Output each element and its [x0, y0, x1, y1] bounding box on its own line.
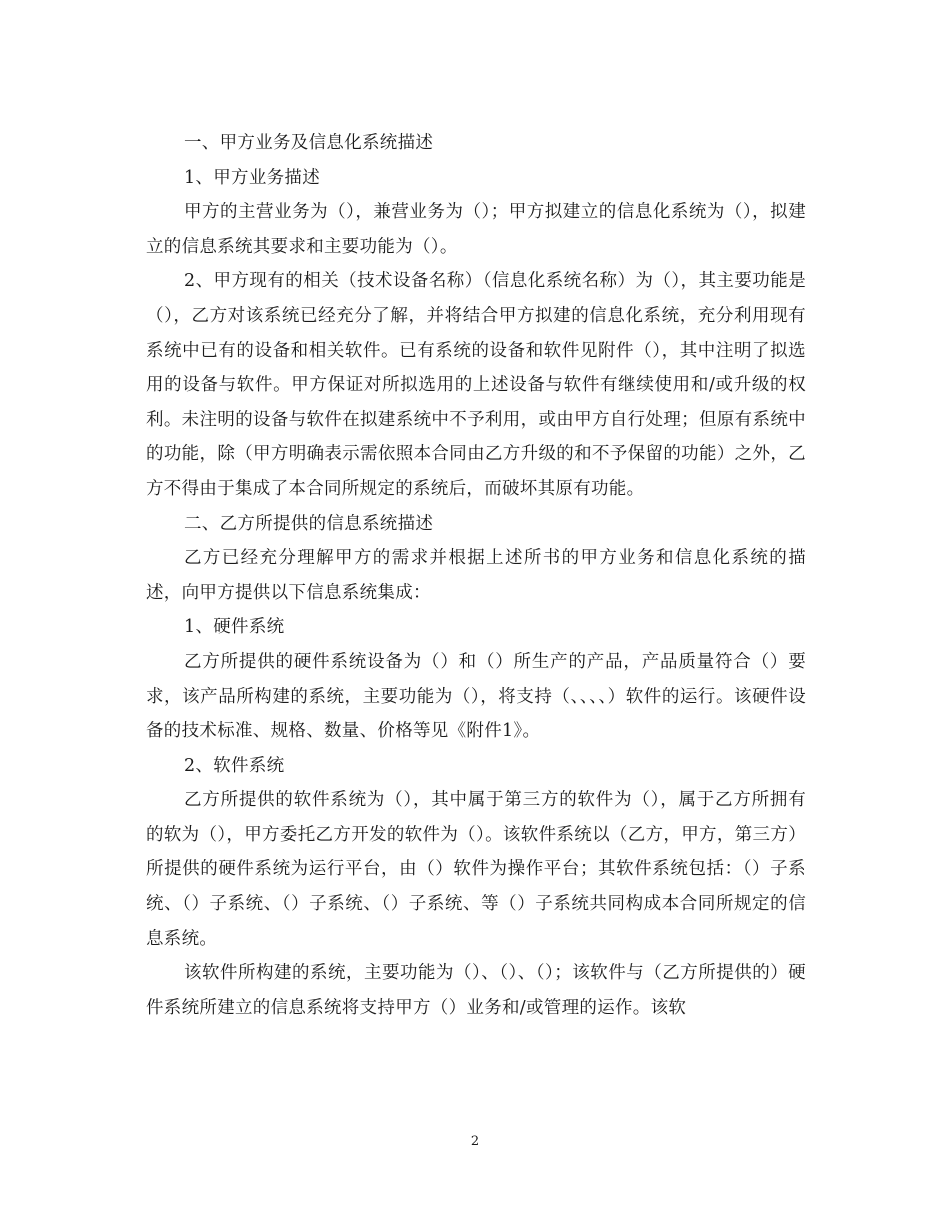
subsection-heading-1-1: 1、甲方业务描述	[184, 167, 321, 188]
section-heading-1: 一、甲方业务及信息化系统描述	[184, 133, 434, 153]
subsection-heading-2-1: 1、硬件系统	[184, 617, 285, 638]
paragraph-business-description: 甲方的主营业务为（），兼营业务为（）；甲方拟建立的信息化系统为（），拟建立的信息系统其要求和主要功能为（）。	[146, 202, 806, 257]
paragraph-software-functions: 该软件所构建的系统，主要功能为（）、（）、（）；该软件与（乙方所提供的）硬件系统所建立的信息系统将支持甲方（）业务和/或管理的运作。该软	[146, 963, 806, 1018]
paragraph-hardware-system: 乙方所提供的硬件系统设备为（）和（）所生产的产品，产品质量符合（）要求，该产品所构建的系统，主要功能为（），将支持（、、、、）软件的运行。该硬件设备的技术标准、规格、数量、价格等见《附件1》。	[146, 651, 806, 742]
document-body	[146, 126, 806, 1025]
subsection-heading-2-2: 2、软件系统	[184, 755, 285, 776]
paragraph-system-intro: 乙方已经充分理解甲方的需求并根据上述所书的甲方业务和信息化系统的描述，向甲方提供以下信息系统集成：	[146, 548, 806, 603]
page-number: 2	[470, 1134, 480, 1149]
paragraph-software-system: 乙方所提供的软件系统为（），其中属于第三方的软件为（），属于乙方所拥有的软为（），甲方委托乙方开发的软件为（）。该软件系统以（乙方，甲方，第三方）所提供的硬件系统为运行平台，由（）软件为操作平台；其软件系统包括：（）子系统、（）子系统、（）子系统、（）子系统、等（）子系统共同构成本合同所规定的信息系统。	[146, 790, 806, 949]
paragraph-existing-systems: 2、甲方现有的相关（技术设备名称）（信息化系统名称）为（），其主要功能是（），乙方对该系统已经充分了解，并将结合甲方拟建的信息化系统，充分利用现有系统中已有的设备和相关软件。已有系统的设备和软件见附件（），其中注明了拟选用的设备与软件。甲方保证对所拟选用的上述设备与软件有继续使用和/或升级的权利。未注明的设备与软件在拟建系统中不予利用，或由甲方自行处理；但原有系统中的功能，除（甲方明确表示需依照本合同由乙方升级的和不予保留的功能）之外，乙方不得由于集成了本合同所规定的系统后，而破坏其原有功能。	[146, 271, 806, 499]
section-heading-2: 二、乙方所提供的信息系统描述	[184, 513, 434, 534]
